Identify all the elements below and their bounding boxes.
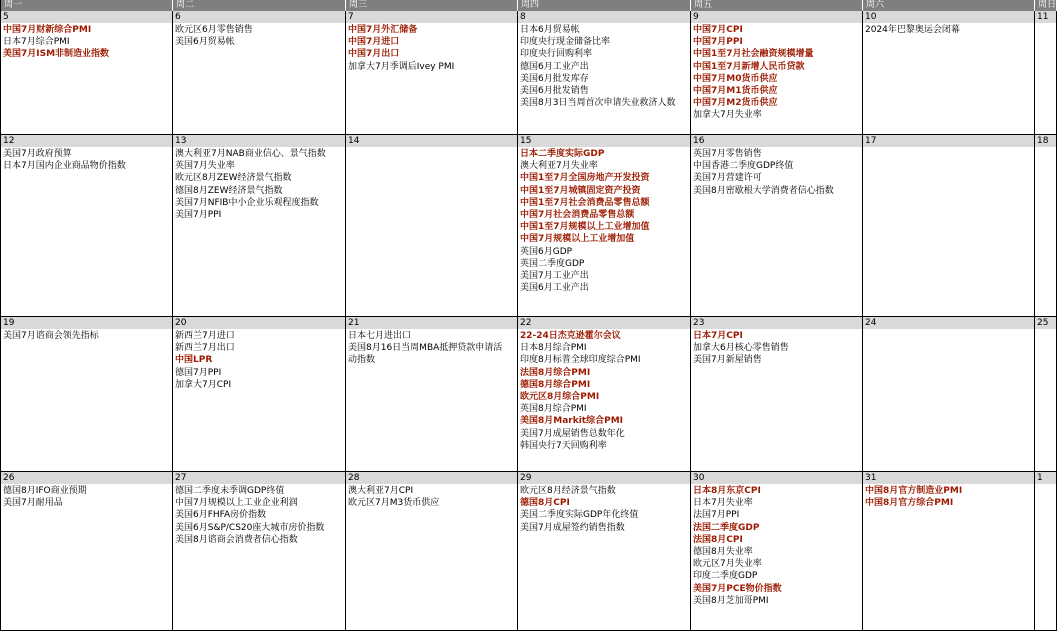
event-item: 美国二季度实际GDP年化终值 [520, 510, 639, 521]
weekday-header-thu: 周四 [518, 0, 691, 11]
event-item: 英国二季度GDP [520, 258, 585, 269]
calendar-day-cell[interactable] [1035, 472, 1057, 631]
event-item-highlighted: 美国7月ISM非制造业指数 [3, 49, 110, 60]
day-number: 27 [173, 472, 345, 484]
day-number: 22 [518, 317, 690, 329]
event-item: 印度8月标普全球印度综合PMI [520, 355, 641, 366]
day-number: 8 [518, 11, 690, 23]
calendar-day-cell[interactable] [173, 317, 346, 472]
event-item: 英国7月失业率 [175, 161, 235, 172]
weekday-header-wed: 周三 [346, 0, 518, 11]
event-list [346, 23, 517, 73]
event-item: 美国6月工业产出 [520, 283, 589, 294]
calendar-day-cell[interactable] [346, 135, 518, 317]
event-list [1, 484, 172, 509]
event-item-highlighted: 日本8月东京CPI [693, 486, 761, 496]
event-item: 加拿大7月季调后Ivey PMI [348, 61, 455, 72]
event-item: 中国7月规模以上工业企业利润 [175, 498, 298, 509]
event-item: 日本7月失业率 [693, 498, 753, 509]
event-item-highlighted: 美国7月PCE物价指数 [693, 583, 782, 594]
event-list [1, 147, 172, 172]
event-item: 中国香港二季度GDP终值 [693, 161, 794, 172]
event-item: 美国7月新屋销售 [693, 355, 762, 366]
event-list [1, 329, 172, 342]
event-item: 日本7月综合PMI [3, 37, 70, 48]
event-list [863, 23, 1034, 36]
event-item: 2024年巴黎奥运会闭幕 [865, 25, 960, 35]
calendar-day-cell[interactable] [518, 135, 691, 317]
event-item: 美国7月PPI [175, 210, 222, 221]
event-item: 欧元区8月经济景气指数 [520, 486, 616, 496]
day-number: 16 [691, 135, 862, 147]
calendar-day-cell[interactable] [863, 11, 1035, 135]
day-number: 6 [173, 11, 345, 23]
calendar-day-cell[interactable] [691, 11, 863, 135]
event-item-highlighted: 法国8月CPI [693, 534, 743, 545]
event-list [518, 484, 690, 534]
calendar-day-cell[interactable] [1035, 11, 1057, 135]
day-number: 9 [691, 11, 862, 23]
event-item: 德国二季度未季调GDP终值 [175, 486, 285, 496]
calendar-day-cell[interactable] [1, 135, 173, 317]
event-item-highlighted: 中国1至7月城镇固定资产投资 [520, 185, 641, 196]
calendar-day-cell[interactable] [173, 135, 346, 317]
event-list [691, 147, 862, 197]
weekday-header-sat: 周六 [863, 0, 1035, 11]
day-number: 7 [346, 11, 517, 23]
calendar-day-cell[interactable] [691, 472, 863, 631]
event-item-highlighted: 日本7月CPI [693, 331, 743, 341]
event-item-highlighted: 法国二季度GDP [693, 522, 760, 533]
event-item-highlighted: 中国7月M0货币供应 [693, 73, 778, 84]
event-item: 美国8月16日当周MBA抵押贷款申请活 [348, 343, 503, 354]
event-item: 日本8月综合PMI [520, 343, 587, 354]
event-list [173, 23, 345, 48]
event-item: 德国8月失业率 [693, 547, 753, 558]
event-item-highlighted: 22-24日杰克逊霍尔会议 [520, 331, 621, 341]
event-list [1, 23, 172, 61]
event-item-highlighted: 中国1至7月规模以上工业增加值 [520, 222, 650, 233]
event-list [1035, 484, 1056, 485]
event-item: 欧元区7月M3货币供应 [348, 498, 440, 509]
event-item: 动指数 [348, 355, 376, 366]
day-number: 25 [1035, 317, 1056, 329]
event-item: 德国6月工业产出 [520, 61, 589, 72]
day-number: 14 [346, 135, 517, 147]
calendar-day-cell[interactable] [863, 317, 1035, 472]
calendar-day-cell[interactable] [1035, 135, 1057, 317]
calendar-day-cell[interactable] [863, 135, 1035, 317]
event-list [518, 23, 690, 109]
day-number: 18 [1035, 135, 1056, 147]
event-item-highlighted: 欧元区8月综合PMI [520, 392, 600, 403]
calendar-day-cell[interactable] [518, 317, 691, 472]
event-item: 英国8月综合PMI [520, 404, 587, 415]
event-item: 韩国央行7天回购利率 [520, 440, 607, 451]
event-item: 英国6月GDP [520, 246, 573, 257]
event-list [1035, 23, 1056, 24]
event-item: 澳大利亚7月NAB商业信心、景气指数 [175, 149, 326, 159]
event-item: 欧元区8月ZEW经济景气指数 [175, 173, 292, 184]
event-list [173, 484, 345, 546]
event-item: 美国7月营建许可 [693, 173, 762, 184]
event-item-highlighted: 中国7月规模以上工业增加值 [520, 234, 635, 245]
event-item: 德国8月IFO商业预期 [3, 486, 87, 496]
calendar-day-cell[interactable] [173, 472, 346, 631]
event-item-highlighted: 中国7月CPI [693, 25, 743, 35]
event-item: 美国6月S&P/CS20座大城市房价指数 [175, 522, 325, 533]
event-item-highlighted: 中国7月进口 [348, 37, 400, 48]
day-number: 1 [1035, 472, 1056, 484]
event-item: 美国8月密歇根大学消费者信心指数 [693, 185, 834, 196]
event-item-highlighted: 中国7月外汇储备 [348, 25, 418, 35]
event-list [346, 484, 517, 509]
event-item: 加拿大7月CPI [175, 379, 232, 390]
event-item: 美国6月FHFA房价指数 [175, 510, 267, 521]
day-number: 21 [346, 317, 517, 329]
event-item: 澳大利亚7月失业率 [520, 161, 598, 172]
event-list [863, 484, 1034, 509]
event-item: 英国7月零售销售 [693, 149, 762, 159]
event-item: 美国8月芝加哥PMI [693, 595, 769, 606]
event-item: 美国7月NFIB中小企业乐观程度指数 [175, 197, 319, 208]
calendar-day-cell[interactable] [518, 472, 691, 631]
event-list [1035, 147, 1056, 148]
event-item: 印度央行回购利率 [520, 49, 593, 60]
event-item: 美国7月成屋销售总数年化 [520, 428, 625, 439]
event-item-highlighted: 德国8月综合PMI [520, 379, 591, 390]
event-item: 美国8月谘商会消费者信心指数 [175, 534, 298, 545]
day-number: 30 [691, 472, 862, 484]
event-item-highlighted: 中国8月官方制造业PMI [865, 486, 963, 496]
calendar-day-cell[interactable] [1, 317, 173, 472]
event-item-highlighted: 法国8月综合PMI [520, 367, 591, 378]
calendar-day-cell[interactable] [691, 135, 863, 317]
event-list [346, 147, 517, 148]
event-item: 法国7月PPI [693, 510, 740, 521]
event-item: 美国6月批发库存 [520, 73, 589, 84]
day-number: 29 [518, 472, 690, 484]
event-item-highlighted: 美国8月Markit综合PMI [520, 416, 624, 427]
event-item: 欧元区6月零售销售 [175, 25, 253, 35]
event-item: 美国6月贸易帐 [175, 37, 235, 48]
day-number: 23 [691, 317, 862, 329]
event-item: 加拿大6月核心零售销售 [693, 343, 789, 354]
event-item: 美国6月批发销售 [520, 86, 589, 97]
event-item: 日本6月贸易帐 [520, 25, 580, 35]
event-list [518, 329, 690, 452]
event-item: 印度二季度GDP [693, 571, 758, 582]
weekday-header-tue: 周二 [173, 0, 346, 11]
day-number: 24 [863, 317, 1034, 329]
event-item: 美国7月工业产出 [520, 271, 589, 282]
event-item: 美国7月成屋签约销售指数 [520, 522, 625, 533]
event-item: 德国8月ZEW经济景气指数 [175, 185, 283, 196]
calendar-day-cell[interactable] [518, 11, 691, 135]
event-item-highlighted: 中国7月M2货币供应 [693, 98, 778, 109]
day-number: 13 [173, 135, 345, 147]
calendar-day-cell[interactable] [691, 317, 863, 472]
weekday-header-mon: 周一 [1, 0, 173, 11]
event-list [691, 23, 862, 122]
event-item: 美国8月3日当周首次申请失业救济人数 [520, 98, 676, 109]
calendar-day-cell[interactable] [173, 11, 346, 135]
event-item-highlighted: 中国7月出口 [348, 49, 400, 60]
event-item-highlighted: 中国7月M1货币供应 [693, 86, 778, 97]
event-item-highlighted: 中国1至7月新增人民币贷款 [693, 61, 805, 72]
day-number: 10 [863, 11, 1034, 23]
event-item: 印度央行现金储备比率 [520, 37, 611, 48]
event-list [173, 147, 345, 221]
event-item: 澳大利亚7月CPI [348, 486, 414, 496]
day-number: 12 [1, 135, 172, 147]
event-item-highlighted: 中国1至7月全国房地产开发投资 [520, 173, 650, 184]
event-item: 新西兰7月出口 [175, 343, 235, 354]
event-list [173, 329, 345, 391]
event-item: 日本七月进出口 [348, 331, 412, 341]
calendar-day-cell[interactable] [346, 317, 518, 472]
event-item: 美国7月政府预算 [3, 149, 72, 159]
event-list [691, 484, 862, 607]
day-number: 28 [346, 472, 517, 484]
event-item-highlighted: 中国7月财新综合PMI [3, 25, 92, 35]
event-list [1035, 329, 1056, 330]
day-number: 17 [863, 135, 1034, 147]
day-number: 31 [863, 472, 1034, 484]
event-item-highlighted: 日本二季度实际GDP [520, 149, 605, 159]
event-item-highlighted: 中国8月官方综合PMI [865, 498, 954, 509]
event-item: 欧元区7月失业率 [693, 559, 762, 570]
event-item: 加拿大7月失业率 [693, 110, 762, 121]
calendar-day-cell[interactable] [863, 472, 1035, 631]
calendar-day-cell[interactable] [1, 472, 173, 631]
event-item-highlighted: 中国7月PPI [693, 37, 743, 48]
weekday-header-fri: 周五 [691, 0, 863, 11]
day-number: 20 [173, 317, 345, 329]
calendar-day-cell[interactable] [1035, 317, 1057, 472]
event-item: 美国7月谘商会领先指标 [3, 331, 99, 341]
day-number: 26 [1, 472, 172, 484]
calendar-day-cell[interactable] [1, 11, 173, 135]
event-item: 日本7月国内企业商品物价指数 [3, 161, 126, 172]
event-item: 德国7月PPI [175, 367, 222, 378]
day-number: 15 [518, 135, 690, 147]
calendar-day-cell[interactable] [346, 472, 518, 631]
weekday-header-sun: 周日 [1035, 0, 1057, 11]
event-list [691, 329, 862, 367]
event-item-highlighted: 中国1至7月社会消费品零售总额 [520, 197, 650, 208]
day-number: 5 [1, 11, 172, 23]
event-list [346, 329, 517, 367]
event-item-highlighted: 中国LPR [175, 355, 213, 366]
event-list [863, 147, 1034, 148]
event-item-highlighted: 德国8月CPI [520, 498, 570, 509]
day-number: 19 [1, 317, 172, 329]
event-list [518, 147, 690, 294]
event-item: 新西兰7月进口 [175, 331, 235, 341]
event-item: 美国7月耐用品 [3, 498, 63, 509]
event-item-highlighted: 中国7月社会消费品零售总额 [520, 210, 635, 221]
event-list [863, 329, 1034, 330]
calendar-day-cell[interactable] [346, 11, 518, 135]
event-item-highlighted: 中国1至7月社会融资规模增量 [693, 49, 814, 60]
day-number: 11 [1035, 11, 1056, 23]
